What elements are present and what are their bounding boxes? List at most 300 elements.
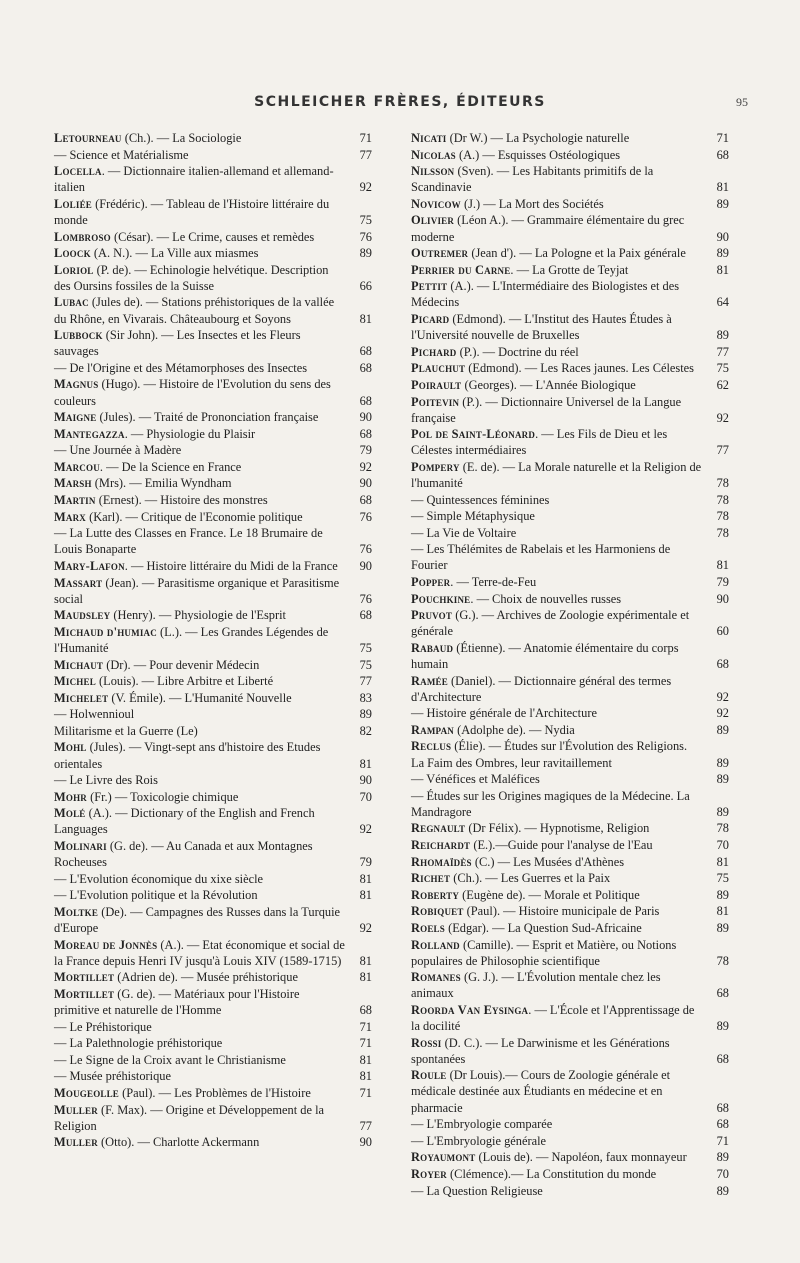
- index-entry: [411, 705, 729, 721]
- index-entry: [54, 1068, 372, 1084]
- entry-author: Rampan: [411, 722, 454, 737]
- entry-page-number: 89: [716, 755, 729, 770]
- entry-text: [54, 361, 307, 375]
- index-entry: [411, 1166, 729, 1182]
- entry-title: (Paul). — Les Problèmes de l'Histoire: [119, 1085, 311, 1100]
- entry-page-number: 68: [359, 393, 372, 408]
- entry-title: . — Dictionnaire italien-allemand et allemand-italien: [54, 164, 334, 195]
- entry-text: [411, 921, 642, 935]
- index-entry: [411, 937, 729, 969]
- index-entry: [411, 1067, 729, 1115]
- entry-page-number: 68: [716, 986, 729, 1001]
- entry-author: Perrier du Carne: [411, 262, 511, 277]
- entry-author: Ramée: [411, 673, 448, 688]
- entry-title: — Études sur les Origines magiques de la Médecine. La Mandragore: [411, 788, 690, 819]
- entry-page-number: 68: [359, 426, 372, 441]
- entry-page-number: 75: [716, 871, 729, 886]
- entry-text: [411, 904, 659, 918]
- entry-text: [411, 871, 610, 885]
- entry-page-number: 64: [716, 295, 729, 310]
- entry-title: Militarisme et la Guerre (Le): [54, 723, 198, 738]
- index-entry: [411, 394, 729, 426]
- entry-title: — Musée préhistorique: [54, 1069, 171, 1084]
- index-entry: [411, 525, 729, 541]
- entry-title: . — Choix de nouvelles russes: [470, 591, 622, 606]
- index-entry: [54, 459, 372, 475]
- entry-page-number: 70: [716, 838, 729, 853]
- index-entry: [54, 376, 372, 408]
- entry-author: Mohl: [54, 740, 87, 755]
- index-entry: [54, 442, 372, 458]
- entry-title: (Mrs). — Emilia Wyndham: [91, 476, 232, 491]
- entry-title: (G. de). — Au Canada et aux Montagnes Rocheuses: [54, 839, 313, 870]
- entry-text: [54, 674, 273, 688]
- entry-text: [54, 1069, 171, 1083]
- entry-title: (P.). — Dictionnaire Universel de la Langue française: [411, 394, 682, 425]
- entry-author: Nicolas: [411, 147, 456, 162]
- entry-page-number: 77: [716, 443, 729, 458]
- entry-author: Michaud d'humiac: [54, 624, 157, 639]
- entry-title: (A.). — Etat économique et social de la France depuis Henri IV jusqu'à Louis XIV (1589-1715): [54, 937, 345, 968]
- index-entry: [54, 558, 372, 574]
- entry-page-number: 71: [359, 131, 372, 145]
- entry-text: [411, 493, 549, 507]
- index-entry: [411, 344, 729, 360]
- entry-page-number: 81: [359, 756, 372, 771]
- index-entry: [411, 1149, 729, 1165]
- entry-title: (Daniel). — Dictionnaire général des termes d'Architecture: [411, 673, 672, 704]
- index-entry: [411, 870, 729, 886]
- entry-page-number: 89: [716, 1183, 729, 1198]
- entry-text: [54, 806, 315, 836]
- entry-title: (Karl). — Critique de l'Economie politique: [86, 509, 303, 524]
- entry-title: (J.) — La Mort des Sociétés: [460, 196, 604, 211]
- index-entry: [54, 805, 372, 837]
- index-entry: [54, 690, 372, 706]
- entry-title: — La Palethnologie préhistorique: [54, 1036, 223, 1051]
- entry-page-number: 81: [716, 262, 729, 277]
- entry-title: . — Terre-de-Feu: [450, 575, 537, 590]
- entry-author: Marx: [54, 509, 86, 524]
- entry-author: Pichard: [411, 344, 457, 359]
- entry-text: [411, 674, 671, 704]
- index-entry: [411, 969, 729, 1001]
- entry-author: Mantegazza: [54, 426, 125, 441]
- index-entry: [54, 575, 372, 607]
- entry-author: Molé: [54, 806, 86, 821]
- entry-page-number: 82: [359, 723, 372, 738]
- entry-page-number: 68: [359, 608, 372, 623]
- entry-title: (P.). — Doctrine du réel: [456, 344, 579, 359]
- entry-text: [411, 772, 540, 786]
- entry-page-number: 76: [359, 542, 372, 557]
- entry-author: Richet: [411, 871, 451, 886]
- entry-author: Michaut: [54, 657, 104, 672]
- entry-text: [411, 706, 597, 720]
- entry-text: [54, 164, 334, 194]
- index-entry: [54, 245, 372, 261]
- entry-title: (L.). — Les Grandes Légendes de l'Humanité: [54, 624, 329, 655]
- entry-text: [411, 723, 575, 737]
- entry-text: [54, 576, 339, 606]
- entry-page-number: 70: [359, 789, 372, 804]
- entry-page-number: 81: [359, 970, 372, 985]
- entry-page-number: 89: [716, 328, 729, 343]
- entry-author: Rabaud: [411, 640, 454, 655]
- entry-text: [411, 345, 579, 359]
- entry-title: — Simple Métaphysique: [411, 509, 535, 524]
- entry-title: . — L'École et l'Apprentissage de la docilité: [411, 1002, 695, 1034]
- index-entry: [54, 1085, 372, 1101]
- entry-text: [411, 1003, 694, 1033]
- entry-page-number: 77: [359, 674, 372, 689]
- index-entry: [411, 887, 729, 903]
- index-entry: [411, 311, 729, 343]
- entry-author: Pettit: [411, 279, 448, 294]
- entry-text: [411, 855, 624, 869]
- entry-title: (Fr.) — Toxicologie chimique: [87, 789, 239, 804]
- entry-author: Mohr: [54, 789, 87, 804]
- entry-title: (A.). — Dictionary of the English and French Languages: [54, 806, 315, 837]
- entry-page-number: 90: [716, 229, 729, 244]
- entry-author: Roule: [411, 1068, 447, 1083]
- index-entry: [411, 278, 729, 310]
- entry-text: [411, 460, 701, 490]
- entry-title: (Jules). — Vingt-sept ans d'histoire des Etudes orientales: [54, 740, 321, 771]
- index-entry: [54, 887, 372, 903]
- entry-page-number: 90: [359, 410, 372, 425]
- entry-text: [54, 938, 345, 968]
- entry-title: (G.). — Archives de Zoologie expérimentale et générale: [411, 608, 690, 639]
- entry-text: [54, 740, 320, 770]
- entry-author: Massart: [54, 575, 103, 590]
- entry-author: Pruvot: [411, 608, 453, 623]
- index-entry: [411, 854, 729, 870]
- index-entry: [411, 1116, 729, 1132]
- entry-title: (Jean d'). — La Pologne et la Paix générale: [468, 246, 686, 261]
- entry-text: [54, 460, 241, 474]
- entry-author: Nilsson: [411, 164, 455, 179]
- index-entry: [54, 624, 372, 656]
- entry-text: [411, 213, 684, 243]
- index-entry: [411, 459, 729, 491]
- index-entry: [411, 1183, 729, 1199]
- entry-title: — Quintessences féminines: [411, 492, 550, 507]
- entry-text: [411, 1134, 546, 1148]
- entry-page-number: 78: [716, 492, 729, 507]
- entry-text: [54, 608, 286, 622]
- entry-title: (Sir John). — Les Insectes et les Fleurs sauvages: [54, 328, 301, 359]
- entry-author: Michel: [54, 674, 96, 689]
- entry-page-number: 71: [359, 1085, 372, 1100]
- index-entry: [54, 772, 372, 788]
- entry-title: — Vénéfices et Maléfices: [411, 772, 540, 787]
- entry-page-number: 81: [359, 888, 372, 903]
- entry-title: (Ch.). — La Sociologie: [121, 131, 242, 145]
- entry-author: Moltke: [54, 904, 99, 919]
- entry-text: [54, 1036, 222, 1050]
- entry-title: — La Vie de Voltaire: [411, 525, 517, 540]
- entry-text: [54, 1103, 324, 1133]
- entry-text: [411, 1117, 552, 1131]
- entry-page-number: 81: [716, 904, 729, 919]
- entry-text: [411, 641, 679, 671]
- entry-title: — L'Embryologie générale: [411, 1133, 547, 1148]
- entry-title: . — La Grotte de Teyjat: [510, 262, 629, 277]
- entry-page-number: 60: [716, 624, 729, 639]
- entry-page-number: 75: [359, 657, 372, 672]
- entry-title: (D. C.). — Le Darwinisme et les Générations spontanées: [411, 1035, 670, 1066]
- entry-title: — Science et Matérialisme: [54, 147, 189, 162]
- entry-text: [54, 625, 328, 655]
- entry-title: — Les Thélémites de Rabelais et les Harmoniens de Fourier: [411, 542, 671, 573]
- entry-page-number: 68: [716, 1117, 729, 1132]
- index-entry: [411, 1133, 729, 1149]
- entry-page-number: 76: [359, 229, 372, 244]
- entry-title: (Jules). — Traité de Prononciation française: [96, 410, 319, 425]
- index-entry: [411, 607, 729, 639]
- entry-title: (Otto). — Charlotte Ackermann: [97, 1135, 260, 1150]
- index-entry: [54, 838, 372, 870]
- index-entry: [54, 1035, 372, 1051]
- entry-author: Poitevin: [411, 394, 460, 409]
- entry-text: [54, 839, 313, 869]
- entry-text: [54, 773, 158, 787]
- entry-page-number: 66: [359, 278, 372, 293]
- entry-page-number: 71: [359, 1036, 372, 1051]
- index-entry: [411, 196, 729, 212]
- entry-author: Mortillet: [54, 986, 115, 1001]
- entry-text: [54, 987, 300, 1017]
- entry-page-number: 76: [359, 591, 372, 606]
- entry-text: [54, 148, 189, 162]
- index-entry: [54, 1019, 372, 1035]
- entry-page-number: 90: [359, 558, 372, 573]
- entry-page-number: 79: [359, 855, 372, 870]
- index-entry: [54, 509, 372, 525]
- entry-page-number: 68: [716, 147, 729, 162]
- index-entry: [411, 837, 729, 853]
- entry-page-number: 79: [359, 443, 372, 458]
- entry-title: — Holwennioul: [54, 707, 135, 722]
- entry-page-number: 89: [716, 196, 729, 211]
- entry-title: (Louis de). — Napoléon, faux monnayeur: [475, 1150, 687, 1165]
- entry-author: Plauchut: [411, 361, 466, 376]
- entry-author: Reclus: [411, 739, 452, 754]
- index-entry: [411, 920, 729, 936]
- entry-title: . — Physiologie du Plaisir: [124, 426, 256, 441]
- entry-text: [54, 328, 301, 358]
- entry-text: [411, 1036, 670, 1066]
- index-entry: [411, 212, 729, 244]
- entry-author: Mary-Lafon: [54, 558, 125, 573]
- entry-title: (F. Max). — Origine et Développement de la Religion: [54, 1102, 325, 1133]
- entry-text: [411, 246, 686, 260]
- entry-author: Loock: [54, 246, 91, 261]
- entry-author: Olivier: [411, 213, 455, 228]
- entry-title: (E.).—Guide pour l'analyse de l'Eau: [470, 838, 653, 853]
- entry-title: (Élie). — Études sur l'Évolution des Religions. La Faim des Ombres, leur ravitaillement: [411, 739, 688, 770]
- entry-page-number: 89: [716, 772, 729, 787]
- entry-text: [54, 905, 340, 935]
- entry-page-number: 71: [359, 1019, 372, 1034]
- entry-title: (Frédéric). — Tableau de l'Histoire littéraire du monde: [54, 196, 330, 227]
- entry-text: [54, 691, 292, 705]
- entry-title: (Dr Félix). — Hypnotisme, Religion: [465, 821, 650, 836]
- index-entry: [54, 723, 372, 739]
- entry-author: Royer: [411, 1166, 447, 1181]
- entry-page-number: 68: [716, 1051, 729, 1066]
- entry-text: [411, 312, 672, 342]
- index-entry: [411, 673, 729, 705]
- entry-author: Loriol: [54, 262, 94, 277]
- index-entry: [411, 820, 729, 836]
- entry-text: [411, 427, 667, 457]
- entry-page-number: 83: [359, 690, 372, 705]
- entry-text: [411, 838, 653, 852]
- entry-text: [54, 790, 238, 804]
- entry-page-number: 92: [359, 822, 372, 837]
- entry-text: [411, 821, 649, 835]
- entry-page-number: 68: [359, 1002, 372, 1017]
- entry-author: Michelet: [54, 690, 109, 705]
- entry-author: Pouchkine: [411, 591, 471, 606]
- entry-page-number: 68: [359, 360, 372, 375]
- entry-title: (De). — Campagnes des Russes dans la Turquie d'Europe: [54, 904, 341, 935]
- entry-text: [411, 1167, 656, 1181]
- entry-page-number: 92: [359, 459, 372, 474]
- index-entry: [54, 673, 372, 689]
- entry-title: (Léon A.). — Grammaire élémentaire du grec moderne: [411, 213, 685, 244]
- entry-author: Nicati: [411, 131, 447, 145]
- index-entry: [411, 788, 729, 820]
- entry-author: Popper: [411, 575, 451, 590]
- entry-title: — Le Signe de la Croix avant le Christianisme: [54, 1052, 286, 1067]
- entry-page-number: 81: [716, 854, 729, 869]
- entry-page-number: 92: [359, 921, 372, 935]
- entry-page-number: 89: [716, 722, 729, 737]
- entry-title: (A. N.). — La Ville aux miasmes: [90, 246, 259, 261]
- entry-page-number: 78: [716, 953, 729, 968]
- index-entry: [54, 475, 372, 491]
- entry-title: (A.). — L'Intermédiaire des Biologistes et des Médecins: [411, 279, 680, 310]
- index-entry: [54, 294, 372, 326]
- entry-title: (Dr). — Pour devenir Médecin: [103, 657, 260, 672]
- index-entry: [54, 1134, 372, 1150]
- entry-page-number: 92: [716, 689, 729, 704]
- entry-page-number: 75: [359, 640, 372, 655]
- entry-title: (G. de). — Matériaux pour l'Histoire primitive et naturelle de l'Homme: [54, 986, 300, 1017]
- entry-title: (C.) — Les Musées d'Athènes: [471, 854, 625, 869]
- index-entry: [411, 574, 729, 590]
- entry-author: Picard: [411, 312, 450, 327]
- entry-title: (Ch.). — Les Guerres et la Paix: [450, 871, 611, 886]
- entry-author: Robiquet: [411, 904, 464, 919]
- entry-author: Loliée: [54, 196, 92, 211]
- entry-text: [54, 377, 331, 407]
- index-entry: [54, 163, 372, 195]
- entry-page-number: 77: [359, 1118, 372, 1133]
- left-column: [54, 130, 372, 1151]
- entry-page-number: 92: [716, 410, 729, 425]
- entry-text: [54, 443, 181, 457]
- index-entry: [54, 262, 372, 294]
- entry-text: [54, 510, 303, 524]
- entry-text: [54, 724, 198, 738]
- entry-page-number: 81: [359, 871, 372, 886]
- index-entry: [54, 360, 372, 376]
- entry-author: Maigne: [54, 410, 97, 425]
- page-number: 95: [736, 95, 748, 109]
- index-entry: [54, 739, 372, 771]
- entry-page-number: 77: [359, 147, 372, 162]
- entry-text: [54, 1135, 259, 1149]
- entry-author: Marsh: [54, 476, 92, 491]
- entry-author: Rossi: [411, 1035, 442, 1050]
- entry-author: Novicow: [411, 196, 461, 211]
- entry-title: . — Les Fils de Dieu et les Célestes intermédiaires: [411, 427, 668, 458]
- entry-author: Rhomaïdès: [411, 854, 472, 869]
- entry-page-number: 75: [716, 361, 729, 376]
- entry-page-number: 70: [716, 1166, 729, 1181]
- entry-title: (Henry). — Physiologie de l'Esprit: [110, 608, 286, 623]
- entry-author: Moreau de Jonnès: [54, 937, 158, 952]
- entry-page-number: 90: [359, 476, 372, 491]
- entry-page-number: 90: [716, 591, 729, 606]
- entry-text: [411, 361, 694, 375]
- entry-text: [54, 476, 231, 490]
- entry-title: (Clémence).— La Constitution du monde: [446, 1166, 657, 1181]
- entry-title: (Ernest). — Histoire des monstres: [95, 493, 268, 508]
- entry-author: Muller: [54, 1102, 98, 1117]
- entry-text: [411, 789, 690, 819]
- entry-page-number: 89: [359, 246, 372, 261]
- entry-text: [411, 970, 661, 1000]
- entry-author: Lubac: [54, 295, 89, 310]
- entry-author: Molinari: [54, 839, 107, 854]
- index-entry: [411, 377, 729, 393]
- index-entry: [411, 541, 729, 573]
- entry-title: (Jean). — Parasitisme organique et Parasitisme social: [54, 575, 340, 606]
- entry-title: (V. Émile). — L'Humanité Nouvelle: [108, 690, 292, 705]
- entry-text: [54, 1020, 152, 1034]
- entry-author: Poirault: [411, 377, 462, 392]
- index-entry: [411, 771, 729, 787]
- entry-title: . — Histoire littéraire du Midi de la France: [124, 558, 338, 573]
- entry-title: (E. de). — La Morale naturelle et la Religion de l'humanité: [411, 459, 702, 490]
- index-entry: [54, 196, 372, 228]
- entry-text: [411, 131, 629, 145]
- entry-text: [54, 707, 134, 721]
- entry-title: — Le Préhistorique: [54, 1019, 152, 1034]
- index-entry: [411, 1002, 729, 1034]
- entry-author: Martin: [54, 493, 96, 508]
- index-entry: [54, 607, 372, 623]
- entry-text: [411, 279, 679, 309]
- index-entry: [411, 130, 729, 146]
- index-entry: [411, 262, 729, 278]
- entry-text: [54, 1086, 311, 1100]
- index-entry: [54, 426, 372, 442]
- entry-page-number: 81: [359, 311, 372, 326]
- entry-page-number: 71: [716, 1133, 729, 1148]
- entry-author: Roorda Van Eysinga: [411, 1002, 529, 1017]
- index-entry: [54, 409, 372, 425]
- entry-text: [54, 197, 329, 227]
- entry-author: Roberty: [411, 887, 460, 902]
- entry-text: [411, 378, 636, 392]
- index-entry: [54, 492, 372, 508]
